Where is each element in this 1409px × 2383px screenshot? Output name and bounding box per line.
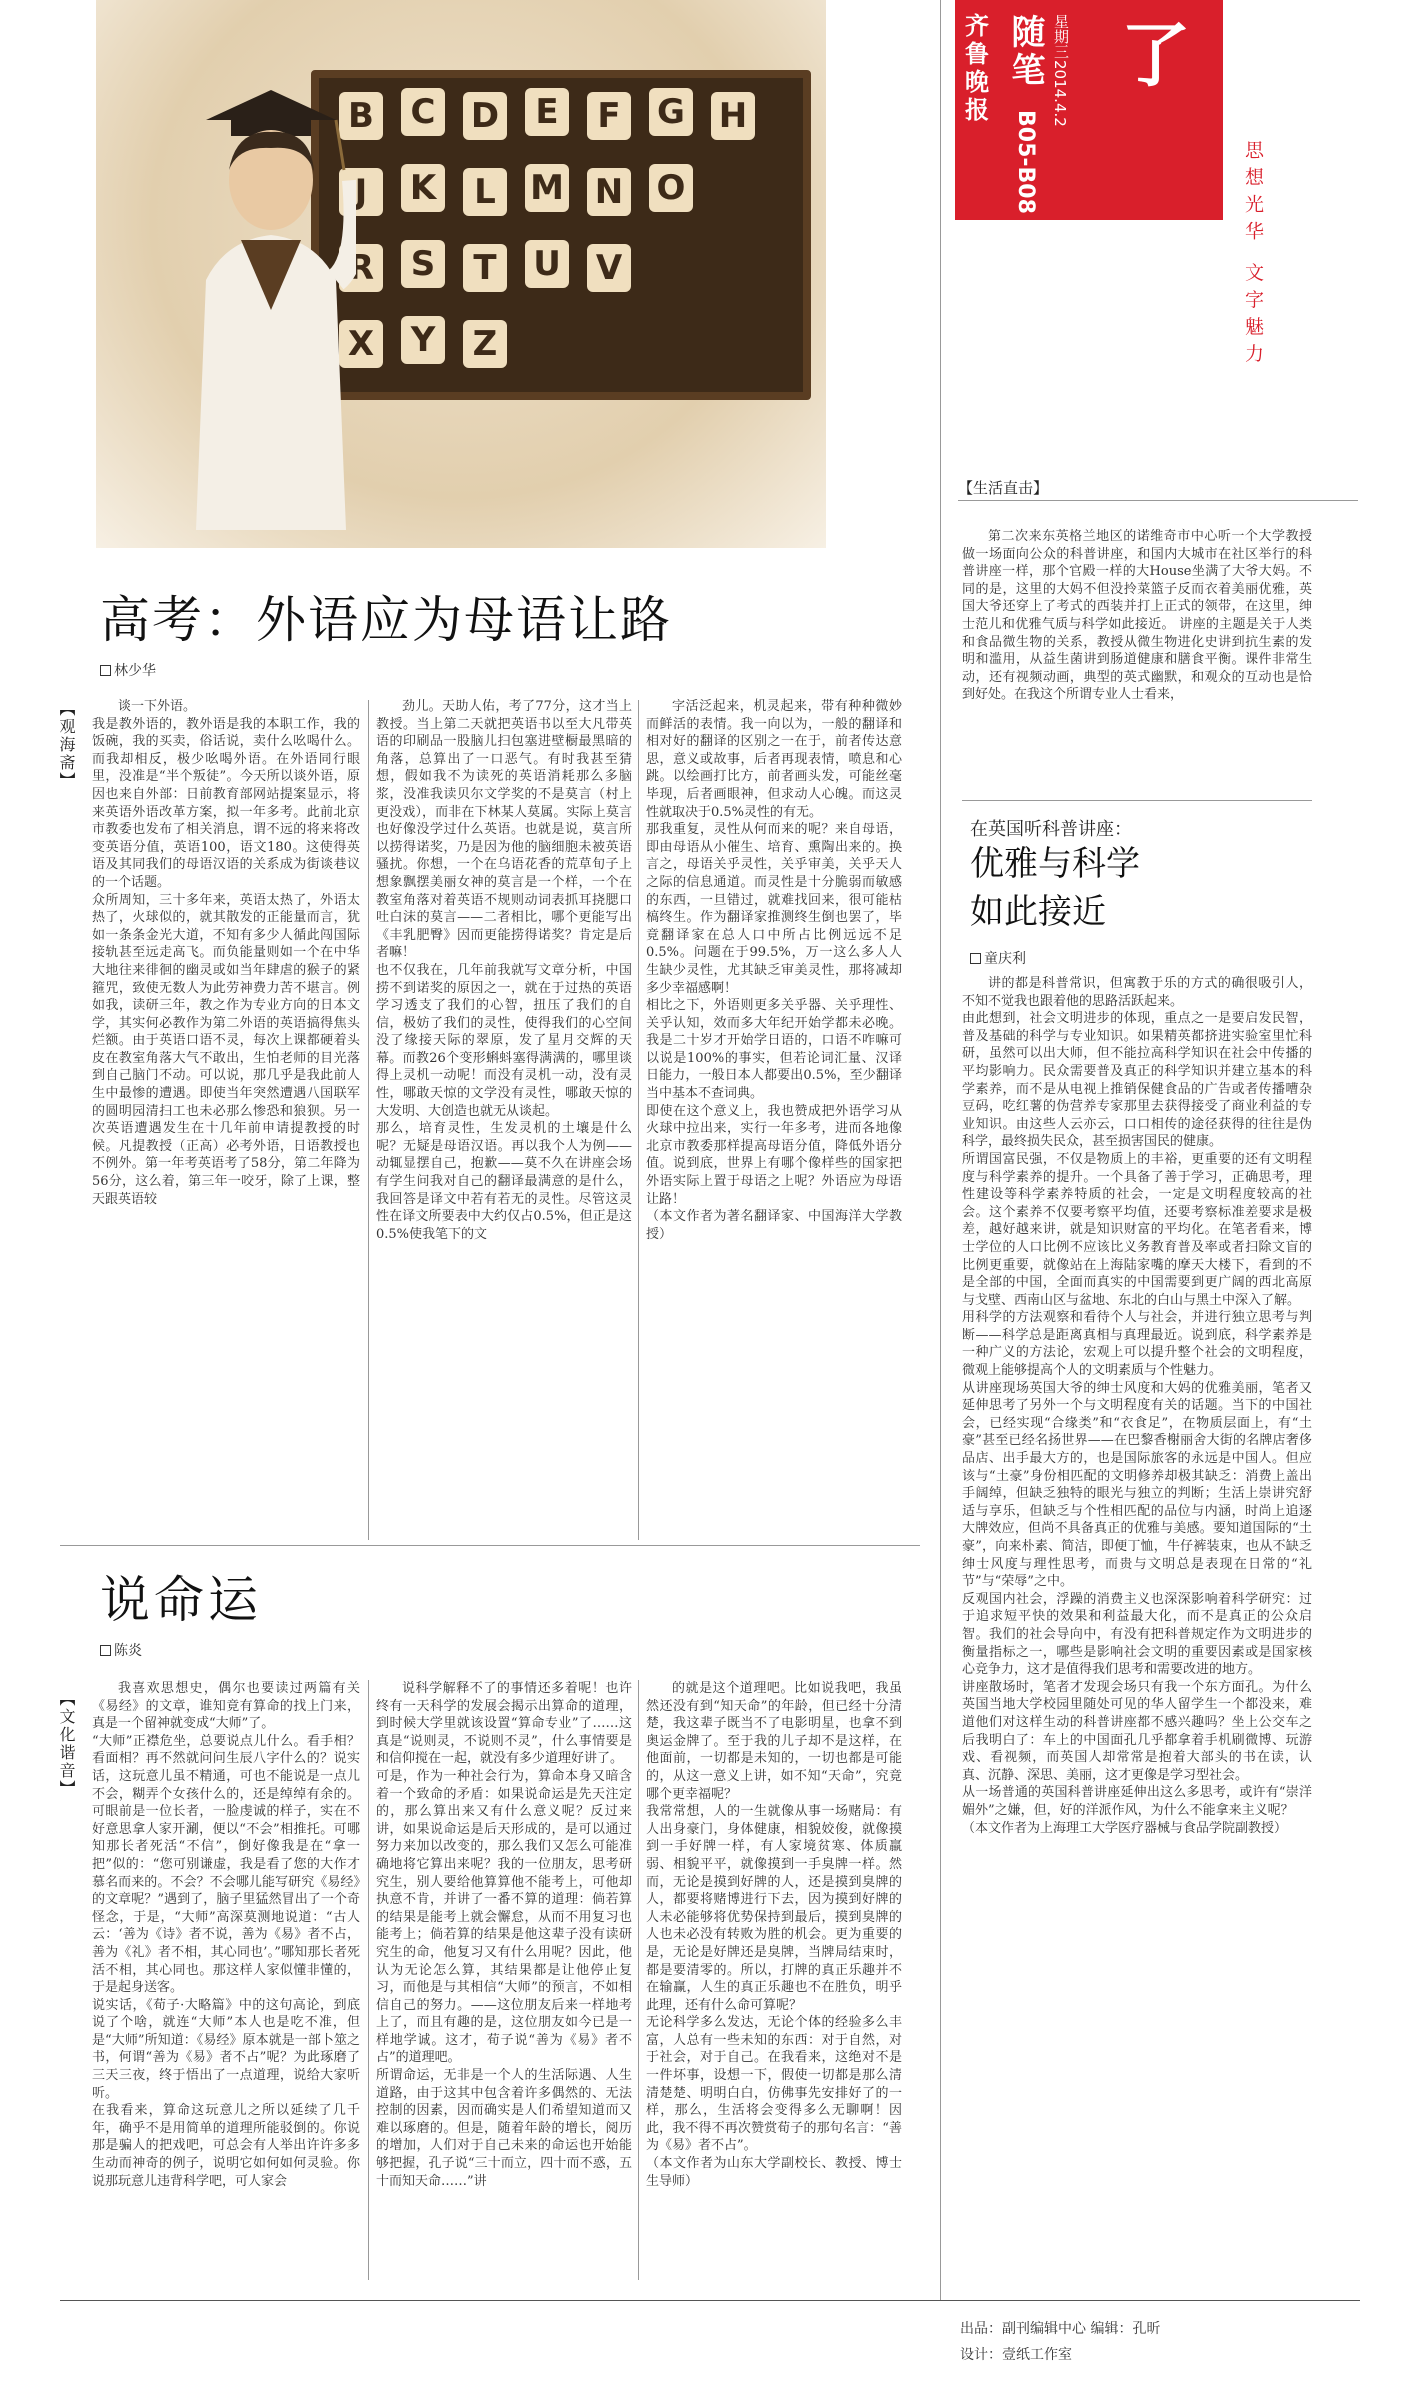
- paper-logo: 齐鲁晚报: [965, 11, 989, 124]
- letter-tile: G: [649, 88, 693, 136]
- article3-lead: 第二次来东英格兰地区的诺维奇市中心听一个大学教授做一场面向公众的科普讲座，和国内大城市在社区举行的科普讲座一样，那个官殿一样的大House坐满了大爷大妈。不同的是，这里的大妈不但没拎菜篮子反而衣着美丽优雅，英国大爷还穿上了考式的西装并打上正式的领带，在这里，绅士范儿和优雅气质与科学如此接近。 讲座的主题是关于人类和食品微生物的关系，教授从微生物进化史讲到抗生素的发明和滥用，从益生菌讲到肠道健康和膳食平衡。课件非常生动，还有视频动画，典型的英式幽默，和观众的互动也是恰到好处。在我这个所谓专业人士看来，: [962, 529, 1312, 703]
- masthead-title: 青末了: [1109, 18, 1301, 170]
- article2-byline: [100, 1640, 142, 1660]
- author-name: 陈炎: [114, 1643, 142, 1659]
- letter-tile: B: [339, 92, 383, 140]
- letter-tile: E: [525, 88, 569, 136]
- letter-tile: M: [525, 164, 569, 212]
- article2-col1: 我喜欢思想史，偶尔也要读过两篇有关《易经》的文章，谁知竟有算命的找上门来，真是一个留神就变成“大师”了。 “大师”正襟危坐，总要说点儿什么。看手相？看面相？再不然就问问生辰八字什么的？说实话，这玩意儿虽不精通，可也不能说是一点儿不会，糊弄个女孩什么的，还是绰绰有余的。可眼前是一位长者，一脸虔诚的样子，实在不好意思拿人家开涮，便以“不会”相推托。可哪知那长者死活“不信”，倒好像我是在“拿一把”似的：“您可别谦虚，我是看了您的大作才慕名而来的。不会？不会哪儿能写研究《易经》的文章呢？”遇到了，脑子里猛然冒出了一个奇怪念，于是，“大师”高深莫测地说道：“古人云：‘善为《诗》者不说，善为《易》者不占，善为《礼》者不相，其心同也’。”哪知那长者死活不相，其心同也。那这样人家似懂非懂的，于是起身送客。 说实话，《荀子·大略篇》中的这句高论，到底说了个啥，就连“大师”本人也是吃不准，但是“大师”所知道：《易经》原本就是一部卜筮之书，何谓“善为《易》者不占”呢？为此琢磨了三天三夜，终于悟出了一点道理，说给大家听听。 在我看来，算命这玩意儿之所以延续了几千年，确乎不是用简单的道理所能驳倒的。你说那是骗人的把戏吧，可总会有人举出许许多多生动而神奇的例子，说明它如何如何灵验。你说那玩意儿违背科学吧，可人家会: [92, 1681, 360, 2189]
- letter-tile: R: [339, 244, 383, 292]
- divider: [940, 0, 941, 2300]
- letter-tile: J: [339, 168, 383, 216]
- footer-rule: [60, 2300, 1360, 2301]
- footer-credits: 出品：副刊编辑中心 编辑：孔昕: [960, 2321, 1161, 2337]
- section-label-culture: 【文化谐音】: [57, 1690, 76, 1798]
- letter-tile: X: [339, 320, 383, 368]
- section-label-life: 【生活直击】: [958, 479, 1049, 497]
- letter-tile: O: [649, 164, 693, 212]
- letter-tile: Y: [401, 316, 445, 364]
- article1-byline: [100, 660, 156, 680]
- masthead-slogan: 思想光华 文字魅力: [1242, 140, 1264, 371]
- letter-tile: Z: [463, 320, 507, 368]
- page-range: B05-B08: [1013, 110, 1038, 214]
- article2-col3: 的就是这个道理吧。比如说我吧，我虽然还没有到“知天命”的年龄，但已经十分清楚，我这辈子既当不了电影明星，也拿不到奥运金牌了。至于我的儿子却不是这样，在他面前，一切都是未知的，一切也都是可能的，从这一意义上讲，如不知“天命”，究竟哪个更幸福呢？ 我常常想，人的一生就像从事一场赌局：有人出身豪门，身体健康，相貌姣俊，就像摸到一手好牌一样，有人家境贫寒、体质羸弱、相貌平平，就像摸到一手臭牌一样。然而，无论是摸到好牌的人，还是摸到臭牌的人，都要将赌博进行下去，因为摸到好牌的人未必能够将优势保持到最后，摸到臭牌的人也未必没有转败为胜的机会。更为重要的是，无论是好牌还是臭牌，当牌局结束时，都是要清零的。所以，打牌的真正乐趣并不在输赢，人生的真正乐趣也不在胜负，明乎此理，还有什么命可算呢？ 无论科学多么发达，无论个体的经验多么丰富，人总有一些未知的东西：对于自然，对于社会，对于自己。在我看来，这绝对不是一件坏事，设想一下，假使一切都是那么清清楚楚、明明白白，仿佛事先安排好了的一样，那么，生活将会变得多么无聊啊！因此，我不得不再次赞赏荀子的那句名言：“善为《易》者不占”。 （本文作者为山东大学副校长、教授、博士生导师）: [646, 1681, 902, 2189]
- column-name: 随笔: [1005, 14, 1045, 90]
- letter-tile: D: [463, 92, 507, 140]
- author-name: 童庆利: [984, 951, 1026, 967]
- article3-kicker: 在英国听科普讲座：: [970, 819, 1132, 840]
- letter-tile: F: [587, 92, 631, 140]
- divider: [368, 700, 369, 1540]
- divider: [368, 1680, 369, 2280]
- divider: [638, 1680, 639, 2280]
- section-label-guanhai: 【观海斋】: [57, 700, 76, 790]
- issue-date: 2014.4.2: [1051, 60, 1069, 127]
- divider: [60, 1545, 920, 1546]
- article1-title: 高考：外语应为母语让路: [100, 591, 672, 649]
- letter-tile: T: [463, 244, 507, 292]
- article3-title-line2: 如此接近: [970, 892, 1106, 932]
- author-name: 林少华: [114, 663, 156, 679]
- article1-col1: 谈一下外语。 我是教外语的，教外语是我的本职工作，我的饭碗，我的买卖，俗话说，卖什么吆喝什么。而我却相反，极少吆喝外语。在外语同行眼里，没准是“半个叛徒”。今天所以谈外语，原因也来自外部：日前教育部网站提案显示，将来英语外语改革方案，拟一年多考。此前北京市教委也发布了相关消息，谓不远的将来将改变英语分值，英语100，语文180。这使得英语及其同我们的母语汉语的关系成为街谈巷议的一个话题。 众所周知，三十多年来，英语太热了，外语太热了，火球似的，就其散发的正能量而言，犹如一条条金光大道，不知有多少人循此闯国际接轨甚至远走高飞。而负能量则如一个在中华大地往来徘徊的幽灵或如当年肆虐的猴子的紧箍咒，致使无数人为此劳神费力苦不堪言。例如我，读研三年，教之作为专业方向的日本文学，其实何必教作为第二外语的英语搞得焦头烂额。由于英语口语不灵，每次上课都硬着头皮在教室角落大气不敢出，生怕老师的目光落到自己脑门不动。可以说，那几乎是我此前人生中最惨的遭遇。即使当年突然遭遇八国联军的圆明园清扫工也未必那么惨恐和狼狈。另一次英语遭遇发生在十几年前申请提教授的时候。凡提教授（正高）必考外语，日语教授也不例外。第一年考英语考了58分，第二年降为56分，这么着，第三年一咬牙，除了上课，整天跟英语较: [92, 699, 360, 1207]
- letter-tile: L: [463, 168, 507, 216]
- letter-tile: U: [525, 240, 569, 288]
- article3-title-line1: 优雅与科学: [970, 844, 1140, 884]
- article-photo: [96, 0, 826, 548]
- letter-tile: S: [401, 240, 445, 288]
- article3-body: 讲的都是科普常识，但寓教于乐的方式的确很吸引人，不知不觉我也跟着他的思路活跃起来。 由此想到，社会文明进步的体现，重点之一是要启发民智，普及基础的科学与专业知识。如果精英都挤进实验室里忙科研，虽然可以出大师，但不能拉高科学知识在社会中传播的平均影响力。民众需要普及真正的科学知识并建立基本的科学素养，而不是从电视上推销保健食品的广告或者传播嘈杂豆码，吃红薯的伪营养专家那里去获得接受了商业利益的专业知识。由这些人云亦云，口口相传的途径获得的往往是伪科学，最终损失民众，甚至损害国民的健康。 所谓国富民强，不仅是物质上的丰裕，更重要的还有文明程度与科学素养的提升。一个具备了善于学习，正确思考，理性建设等科学素养特质的社会，一定是文明程度较高的社会。这个素养不仅要考察平均值，还要考察标准差要求是极差，越好越来讲，就是知识财富的平均化。在笔者看来，博士学位的人口比例不应该比义务教育普及率或者扫除文盲的比例更重要，就像站在上海陆家嘴的摩天大楼下，看到的不是全部的中国，全面而真实的中国需要到更广阔的西北高原与戈壁、西南山区与盆地、东北的白山与黑土中深入了解。 用科学的方法观察和看待个人与社会，并进行独立思考与判断——科学总是距离真相与真理最近。说到底，科学素养是一种广义的方法论，宏观上可以提升整个社会的文明程度，微观上能够提高个人的文明素质与个性魅力。 从讲座现场英国大爷的绅士风度和大妈的优雅美丽，笔者又延伸思考了另外一个与文明程度有关的话题。当下的中国社会，已经实现“合缘类”和“衣食足”，在物质层面上，有“土豪”甚至已经名扬世界——在巴黎香榭丽舍大街的名牌店奢侈品店、出手最大方的，也是国际旅客的永远是中国人。但应该与“土豪”身份相匹配的文明修养却极其缺乏：消费上盖出手阔绰，但缺乏独特的眼光与独立的判断；生活上崇讲究舒适与享乐，但缺乏与个性相匹配的品位与内涵，时尚上追逐大牌效应，但尚不具备真正的优雅与美感。要知道国际的“土豪”，向来朴素、简洁，即便丁恤，牛仔裤装束，也从不缺乏绅士风度与理性思考，而贵与文明总是表现在日常的“礼节”与“荣辱”之中。 反观国内社会，浮躁的消费主义也深深影响着科学研究：过于追求短平快的效果和利益最大化，而不是真正的公众启智。我们的社会导向中，有没有把科普规定作为文明进步的衡量指标之一，哪些是影响社会文明的重要因素或是国家核心竞争力，这才是值得我们思考和需要改进的地方。 讲座散场时，笔者才发现会场只有我一个东方面孔。为什么英国当地大学校园里随处可见的华人留学生一个都没来，难道他们对这样生动的科普讲座都不感兴趣吗？坐上公交车之后我明白了：车上的中国面孔几乎都拿着手机刷微博、玩游戏、看视频，而英国人却常常是抱着大部头的书在读，认真、沉静、深思、美丽，这才更像是学习型社会。 从一场普通的英国科普讲座延伸出这么多思考，或许有“崇洋媚外”之嫌，但，好的洋派作风，为什么不能拿来主义呢？ （本文作者为上海理工大学医疗器械与食品学院副教授）: [962, 976, 1312, 1836]
- student-figure: [186, 60, 356, 530]
- letter-tile: C: [401, 88, 445, 136]
- letter-board: [311, 70, 811, 400]
- article1-col3: 字活泛起来，机灵起来，带有种种微妙而鲜活的表情。我一向以为，一般的翻译和相对好的翻译的区别之一在于，前者传达意思，意义或故事，后者再现表情，喷息和心跳。以绘画打比方，前者画头发，可能丝毫毕现，后者画眼神，但求动人心魄。而这灵性就取决于0.5%灵性的有无。 那我重复，灵性从何而来的呢？来自母语，即由母语从小催生、培育、熏陶出来的。换言之，母语关乎灵性，关乎审美，关乎天人之际的信息通道。而灵性是十分脆弱而敏感的东西，一旦错过，就难找回来，很可能枯槁终生。作为翻译家推测终生倒也罢了，毕竟翻译家在总人口中所占比例远远不足0.5%。问题在于99.5%，万一这么多人人生缺少灵性，尤其缺乏审美灵性，那将减却多少幸福感啊！ 相比之下，外语则更多关乎器、关乎理性、关乎认知，效而多大年纪开始学都未必晚。我是二十岁才开始学日语的，口语不咋嘛可以说是100%的事实，但若论词汇量、汉译日能力，一般日本人都要出0.5%，至少翻译当中基本不查词典。 即使在这个意义上，我也赞成把外语学习从火球中拉出来，实行一年多考，进而各地像北京市教委那样提高母语分值，降低外语分值。说到底，世界上有哪个像样些的国家把外语实际上置于母语之上呢？外语应为母语让路！ （本文作者为著名翻译家、中国海洋大学教授）: [646, 699, 902, 1242]
- article2-title: 说命运: [100, 1571, 262, 1629]
- letter-tile: V: [587, 244, 631, 292]
- divider: [958, 500, 1358, 501]
- article3-byline: [970, 948, 1026, 968]
- letter-tile: K: [401, 164, 445, 212]
- letter-tile: N: [587, 168, 631, 216]
- masthead-block: [955, 0, 1301, 220]
- letter-tile: H: [711, 92, 755, 140]
- article2-col2: 说科学解释不了的事情还多着呢！也许终有一天科学的发展会揭示出算命的道理，到时候大学里就该设置“算命专业”了……这真是“说则灵，不说则不灵”，什么事情要是和信仰搅在一起，就没有多少道理好讲了。 可是，作为一种社会行为，算命本身又暗含着一个致命的矛盾：如果说命运是先天注定的，那么算出来又有什么意义呢？反过来讲，如果说命运是后天形成的，是可以通过努力来加以改变的，那么我们又怎么可能准确地将它算出来呢？我的一位朋友，思考研究生，别人要给他算算他不能考上，可他却执意不肯，并讲了一番不算的道理：倘若算的结果是能考上就会懈怠，从而不用复习也能考上；倘若算的结果是他这辈子没有读研究生的命，他复习又有什么用呢？因此，他认为无论怎么算，其结果都是让他停止复习，而他是与其相信“大师”的预言，不如相信自己的努力。——这位朋友后来一样地考上了，而且有趣的是，这位朋友如今已是一样地学诚。这才，荀子说“善为《易》者不占”的道理吧。 所谓命运，无非是一个人的生活际遇、人生道路，由于这其中包含着许多偶然的、无法控制的因素，因而确实是人们希望知道而又难以琢磨的。但是，随着年龄的增长，阅历的增加，人们对于自己未来的命运也开始能够把握，孔子说“三十而立，四十而不惑，五十而知天命……”讲: [376, 1681, 632, 2189]
- weekday: 星期三: [1052, 14, 1070, 59]
- footer-design: 设计：壹纸工作室: [960, 2347, 1072, 2363]
- divider: [638, 700, 639, 1540]
- divider: [962, 800, 1312, 801]
- article1-col2: 劲儿。天助人佑，考了77分，这才当上教授。当上第二天就把英语书以至大凡带英语的印刷品一股脑儿扫包塞进壁橱最黑暗的角落，总算出了一口恶气。有时我甚至猜想，假如我不为读死的英语消耗那么多脑浆，没准我读贝尔文学奖的不是莫言（村上更没戏），而非在下林某人莫属。实际上莫言也好像没学过什么英语。也就是说，莫言所以捞得诺奖，乃是因为他的脑细胞未被英语骚扰。你想，一个在乌语花香的荒草旬子上想象飘摆美丽女神的莫言是一个样，一个在教室角落对着英语不规则动词表抓耳挠腮口吐白沫的莫言——二者相比，哪个更能写出《丰乳肥臀》因而更能捞得诺奖？肯定是后者嘛！ 也不仅我在，几年前我就写文章分析，中国捞不到诺奖的原因之一，就在于过热的英语学习透支了我们的心智，扭压了我们的自信，极妨了我们的灵性，使得我们的心空间没了缘接天际的翠原，发了星月交辉的天幕。而教26个变形蝌蚪塞得满满的，哪里谈得上灵机一动呢！而没有灵机一动，没有灵性，哪敢天惊的文学没有灵性，哪敢天惊的大发明、大创造也就无从谈起。 那么，培育灵性，生发灵机的土壤是什么呢？无疑是母语汉语。再以我个人为例——动辄显摆自己，抱歉——莫不久在讲座会场有学生问我对自己的翻译最满意的是什么，我回答是译文中若有若无的灵性。尽管这灵性在译文所要表中大约仅占0.5%，但正是这0.5%使我笔下的文: [376, 699, 632, 1242]
